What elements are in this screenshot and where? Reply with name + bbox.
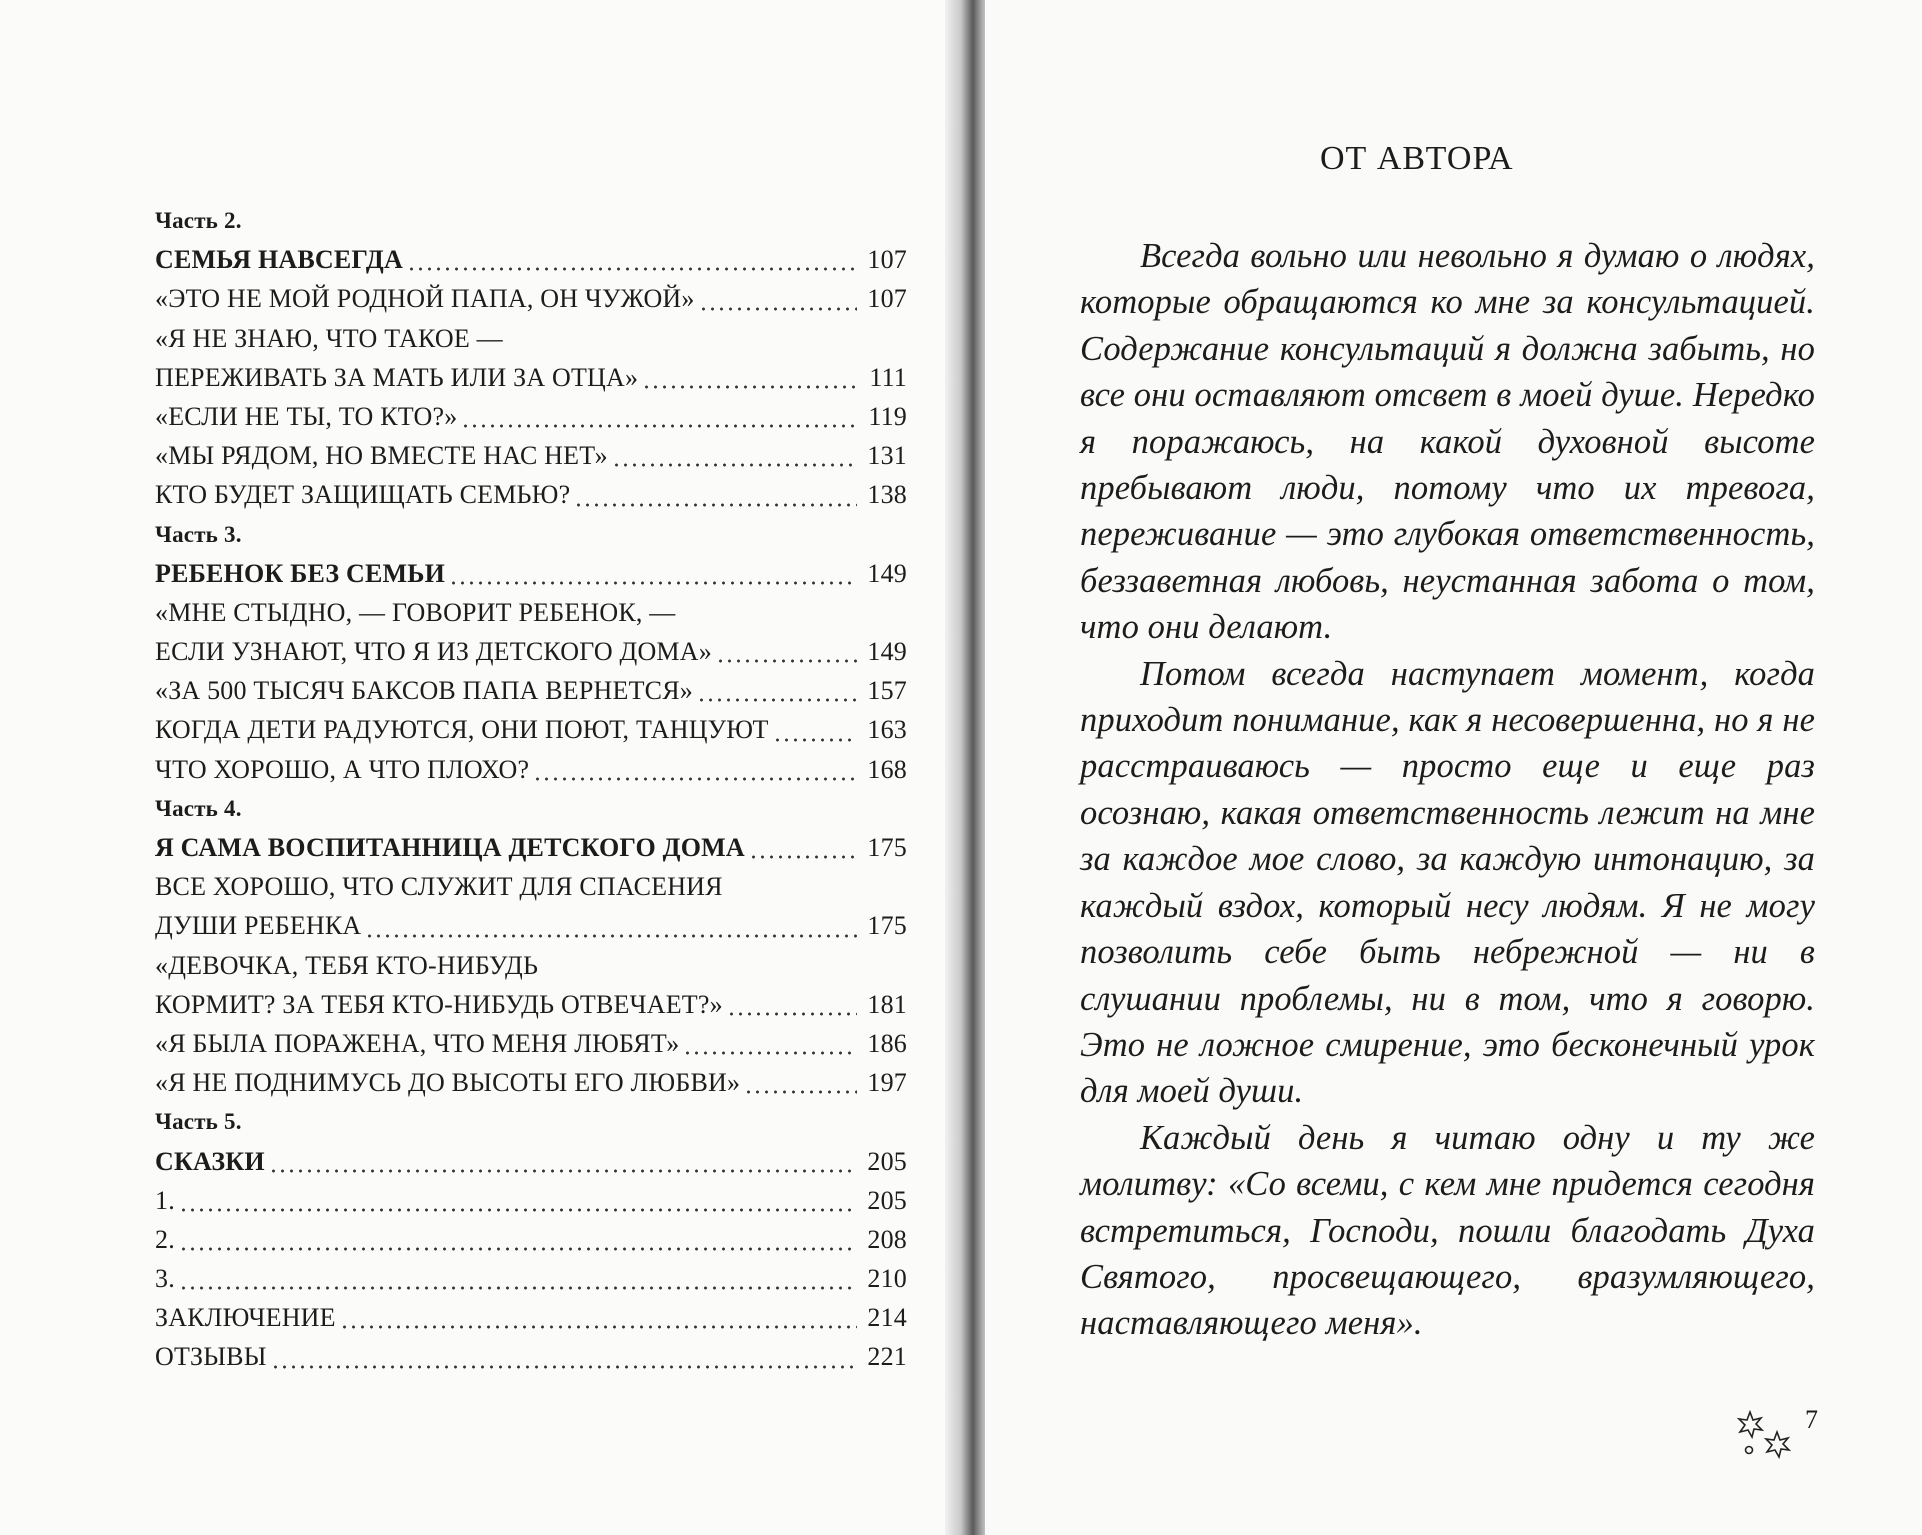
paragraph: Всегда вольно или невольно я думаю о людях, которые обращаются ко мне за консультацией. Содержание консультаций я должна забыть, но все они оставляют отсвет в моей душе. Нередко я поражаюсь, на какой духовной высоте пребывают люди, потому что их тревога, переживание — это глубокая ответственность, беззаветная любовь, неустанная забота о том, что они делают. [1080,237,1815,647]
paragraph: Каждый день я читаю одну и ту же молитву: «Со всеми, с кем мне придется сегодня встретиться, Господи, пошли благодать Духа Святого, просвещающего, вразумляющего, наставляющего меня». [1080,1118,1815,1343]
table-of-contents [155,201,907,1377]
body-text [1080,233,1815,1347]
toc-entry [155,436,907,475]
toc-entry-title: КОГДА ДЕТИ РАДУЮТСЯ, ОНИ ПОЮТ, ТАНЦУЮТ [155,715,769,745]
toc-page-number: 149 [867,637,907,667]
toc-page-number: 149 [867,558,907,588]
toc-entry-title: 1. [155,1185,175,1215]
toc-entry [155,554,907,593]
toc-page-number: 186 [867,1028,907,1058]
toc-entry [155,671,907,710]
toc-page-number: 214 [867,1303,907,1333]
toc-dot-leader [716,646,857,670]
paragraph: Потом всегда наступает момент, когда приходит понимание, как я несовершенна, но я не расстраиваюсь — просто еще и еще раз осознаю, какая ответственность лежит на мне за каждое мое слово, за каждую интонацию, за каждый вздох, который несу людям. Я не могу позволить себе быть небрежной — ни в слушании проблемы, ни в том, что я говорю. Это не ложное смирение, это бесконечный урок для моей души. [1080,654,1815,1111]
toc-entry-title: ЕСЛИ УЗНАЮТ, ЧТО Я ИЗ ДЕТСКОГО ДОМА» [155,637,712,667]
toc-entry [155,279,907,318]
toc-dot-leader [533,763,857,787]
toc-entry [155,946,907,985]
toc-entry [155,906,907,945]
toc-entry [155,632,907,671]
toc-entry [155,1024,907,1063]
toc-entry-title: ДУШИ РЕБЕНКА [155,911,362,941]
toc-dot-leader [179,1273,857,1297]
toc-dot-leader [179,1194,857,1218]
toc-entry [155,358,907,397]
toc-entry [155,593,907,632]
toc-entry-title: Я САМА ВОСПИТАННИЦА ДЕТСКОГО ДОМА [155,833,745,862]
toc-page-number: 119 [868,401,907,431]
toc-dot-leader [365,920,857,944]
toc-entry [155,1298,907,1337]
toc-page-number: 181 [867,989,907,1019]
toc-entry-title: Часть 4. [155,795,242,821]
toc-entry [155,710,907,749]
toc-dot-leader [271,1351,857,1375]
toc-entry-title: ОТЗЫВЫ [155,1342,267,1372]
toc-entry [155,397,907,436]
toc-entry-title: СЕМЬЯ НАВСЕГДА [155,245,403,275]
toc-entry [155,985,907,1024]
toc-dot-leader [727,998,857,1022]
toc-page-number: 163 [867,715,907,745]
page-number: 7 [1805,1405,1818,1434]
toc-dot-leader [449,567,857,591]
toc-entry-title: «ЕСЛИ НЕ ТЫ, ТО КТО?» [155,401,458,431]
toc-entry-title: РЕБЕНОК БЕЗ СЕМЬИ [155,558,446,588]
toc-entry-title: 2. [155,1224,175,1254]
toc-dot-leader [269,1155,857,1179]
toc-page-number: 205 [867,1185,907,1215]
toc-entry [155,475,907,514]
toc-dot-leader [683,1038,857,1062]
toc-dot-leader [773,724,857,748]
toc-entry-title: «Я НЕ ЗНАЮ, ЧТО ТАКОЕ — [155,323,503,353]
toc-page-number: 175 [867,833,907,862]
toc-part-heading [155,515,907,554]
toc-entry [155,1337,907,1376]
toc-entry-title: Часть 3. [155,521,242,547]
toc-dot-leader [612,450,857,474]
toc-entry-title: Часть 2. [155,208,242,233]
toc-entry-title: 3. [155,1264,175,1294]
toc-entry-title: «ЭТО НЕ МОЙ РОДНОЙ ПАПА, ОН ЧУЖОЙ» [155,284,695,314]
toc-entry [155,828,907,867]
toc-part-heading [155,1102,907,1141]
toc-page-number: 157 [867,676,907,706]
book-spine [945,0,990,1535]
toc-page-number: 208 [867,1224,907,1254]
toc-entry [155,1063,907,1102]
toc-entry [155,750,907,789]
toc-dot-leader [699,293,857,317]
toc-entry-title: КТО БУДЕТ ЗАЩИЩАТЬ СЕМЬЮ? [155,480,571,510]
toc-page-number: 175 [867,911,907,941]
toc-page-number: 221 [867,1342,907,1372]
toc-entry-title: ЧТО ХОРОШО, А ЧТО ПЛОХО? [155,754,530,784]
toc-dot-leader [744,1077,857,1101]
toc-dot-leader [642,371,857,395]
toc-page-number: 107 [867,284,907,314]
toc-part-heading [155,789,907,828]
toc-entry-title: «Я БЫЛА ПОРАЖЕНА, ЧТО МЕНЯ ЛЮБЯТ» [155,1028,680,1058]
toc-entry-title: Часть 5. [155,1109,242,1135]
toc-page-number: 197 [867,1068,907,1098]
toc-page-number: 168 [867,754,907,784]
toc-page-number: 107 [867,245,907,275]
toc-page-number: 210 [867,1264,907,1294]
toc-entry [155,867,907,906]
toc-entry-title: «МЫ РЯДОМ, НО ВМЕСТЕ НАС НЕТ» [155,441,608,471]
toc-entry [155,1142,907,1181]
toc-dot-leader [407,254,857,278]
toc-dot-leader [749,842,857,866]
star-ornament-icon [1735,1410,1795,1465]
toc-entry-title: «Я НЕ ПОДНИМУСЬ ДО ВЫСОТЫ ЕГО ЛЮБВИ» [155,1068,741,1098]
toc-page-number: 131 [867,441,907,471]
toc-entry [155,1220,907,1259]
toc-part-heading [155,201,907,240]
toc-page-number: 205 [867,1146,907,1176]
toc-entry [155,319,907,358]
toc-page-number: 111 [869,362,907,392]
toc-dot-leader [697,685,857,709]
toc-entry [155,240,907,279]
toc-entry-title: «ДЕВОЧКА, ТЕБЯ КТО-НИБУДЬ [155,950,539,980]
toc-dot-leader [461,411,857,435]
toc-entry-title: КОРМИТ? ЗА ТЕБЯ КТО-НИБУДЬ ОТВЕЧАЕТ?» [155,989,723,1019]
toc-dot-leader [574,489,857,513]
section-heading: ОТ АВТОРА [1320,140,1514,177]
toc-entry-title: ПЕРЕЖИВАТЬ ЗА МАТЬ ИЛИ ЗА ОТЦА» [155,362,639,392]
toc-entry [155,1181,907,1220]
toc-entry-title: «МНЕ СТЫДНО, — ГОВОРИТ РЕБЕНОК, — [155,597,676,627]
toc-entry-title: «ЗА 500 ТЫСЯЧ БАКСОВ ПАПА ВЕРНЕТСЯ» [155,676,693,706]
toc-entry [155,1259,907,1298]
toc-page-number: 138 [867,480,907,510]
toc-entry-title: СКАЗКИ [155,1146,265,1176]
toc-entry-title: ЗАКЛЮЧЕНИЕ [155,1303,336,1333]
toc-dot-leader [179,1233,857,1257]
toc-entry-title: ВСЕ ХОРОШО, ЧТО СЛУЖИТ ДЛЯ СПАСЕНИЯ [155,872,723,902]
toc-dot-leader [340,1312,857,1336]
